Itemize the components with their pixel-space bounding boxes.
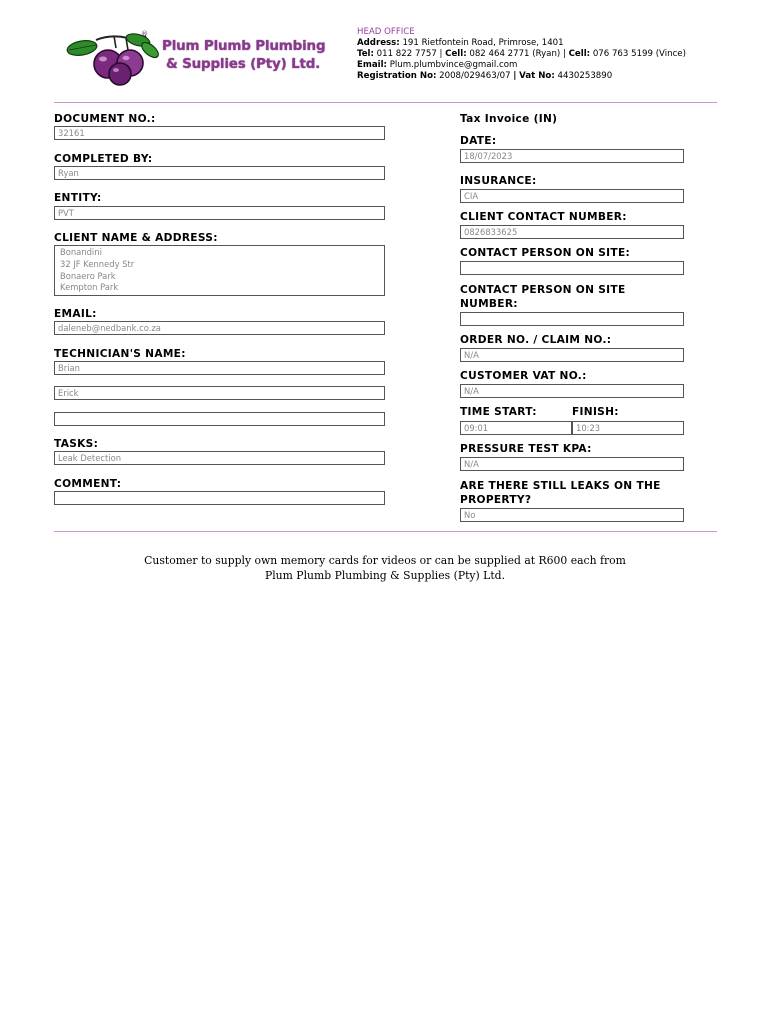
office-registration: 2008/029463/07 xyxy=(439,71,511,81)
date-field[interactable]: 18/07/2023 xyxy=(460,149,684,163)
email-label: EMAIL: xyxy=(54,308,97,320)
contact-person-label: CONTACT PERSON ON SITE: xyxy=(460,247,631,259)
office-tel: 011 822 7757 xyxy=(376,49,437,59)
plum-logo-icon xyxy=(66,30,162,86)
office-cell-ryan: 082 464 2771 (Ryan) xyxy=(469,49,561,59)
pressure-test-label: PRESSURE TEST KPA: xyxy=(460,443,592,455)
office-cell-vince: 076 763 5199 (Vince) xyxy=(592,49,686,59)
contact-person-number-label: CONTACT PERSON ON SITE NUMBER: xyxy=(460,284,626,310)
office-address: 191 Rietfontein Road, Primrose, 1401 xyxy=(402,38,564,48)
tasks-field[interactable]: Leak Detection xyxy=(54,451,385,465)
client-line: Kempton Park xyxy=(60,282,119,293)
client-name-address-field[interactable] xyxy=(54,245,385,296)
comment-label: COMMENT: xyxy=(54,478,122,490)
office-address-line: Address: 191 Rietfontein Road, Primrose, 1401 xyxy=(357,38,564,48)
email-field[interactable]: daleneb@nedbank.co.za xyxy=(54,321,385,335)
client-line: Bonandini xyxy=(60,247,102,257)
document-type: Tax Invoice (IN) xyxy=(460,113,558,125)
technician-field-2[interactable]: Erick xyxy=(54,386,385,400)
entity-field[interactable]: PVT xyxy=(54,206,385,220)
office-vat: 4430253890 xyxy=(557,71,613,81)
entity-label: ENTITY: xyxy=(54,192,102,204)
footer-divider xyxy=(54,531,717,532)
client-name-address-label: CLIENT NAME & ADDRESS: xyxy=(54,232,218,244)
brand-name-line2: & Supplies (Pty) Ltd. xyxy=(166,56,321,72)
customer-vat-field[interactable]: N/A xyxy=(460,384,684,398)
insurance-field[interactable]: CIA xyxy=(460,189,684,203)
completed-by-field[interactable]: Ryan xyxy=(54,166,385,180)
order-claim-field[interactable]: N/A xyxy=(460,348,684,362)
finish-field[interactable]: 10:23 xyxy=(572,421,684,435)
contact-person-number-field[interactable] xyxy=(460,312,684,326)
footer-note xyxy=(80,553,690,583)
client-contact-number-label: CLIENT CONTACT NUMBER: xyxy=(460,211,627,223)
time-start-label: TIME START: xyxy=(460,406,537,418)
client-line: 32 JF Kennedy Str xyxy=(60,258,135,269)
date-label: DATE: xyxy=(460,135,497,147)
header-divider xyxy=(54,102,717,103)
technician-name-label: TECHNICIAN'S NAME: xyxy=(54,348,186,360)
completed-by-label: COMPLETED BY: xyxy=(54,153,153,165)
pressure-test-field[interactable]: N/A xyxy=(460,457,684,471)
office-email: Plum.plumbvince@gmail.com xyxy=(389,60,518,70)
technician-field-3[interactable] xyxy=(54,412,385,426)
brand-name-line1: Plum Plumb Plumbing xyxy=(162,38,326,54)
insurance-label: INSURANCE: xyxy=(460,175,537,187)
still-leaks-field[interactable]: No xyxy=(460,508,684,522)
finish-label: FINISH: xyxy=(572,406,619,418)
client-line: Bonaero Park xyxy=(60,270,116,281)
contact-person-field[interactable] xyxy=(460,261,684,275)
customer-vat-label: CUSTOMER VAT NO.: xyxy=(460,370,587,382)
footer-line-2: Plum Plumb Plumbing & Supplies (Pty) Ltd. xyxy=(264,569,506,582)
registered-mark: ® xyxy=(141,30,148,38)
office-phone-line: Tel: 011 822 7757 | Cell: 082 464 2771 (Ryan) | Cell: 076 763 5199 (Vince) xyxy=(357,49,686,59)
document-no-label: DOCUMENT NO.: xyxy=(54,113,156,125)
footer-line-1: Customer to supply own memory cards for videos or can be supplied at R600 each from xyxy=(144,554,626,567)
comment-field[interactable] xyxy=(54,491,385,505)
office-registration-line: Registration No: 2008/029463/07 | Vat No: 4430253890 xyxy=(357,71,613,81)
head-office-title: HEAD OFFICE xyxy=(357,27,415,37)
company-logo xyxy=(66,30,338,86)
client-contact-number-field[interactable]: 0826833625 xyxy=(460,225,684,239)
technician-field-1[interactable]: Brian xyxy=(54,361,385,375)
head-office-block xyxy=(357,27,686,82)
tasks-label: TASKS: xyxy=(54,438,99,450)
time-start-field[interactable]: 09:01 xyxy=(460,421,572,435)
office-email-line: Email: Plum.plumbvince@gmail.com xyxy=(357,60,518,70)
order-claim-label: ORDER NO. / CLAIM NO.: xyxy=(460,334,612,346)
still-leaks-label: ARE THERE STILL LEAKS ON THE PROPERTY? xyxy=(460,480,661,506)
document-no-field[interactable]: 32161 xyxy=(54,126,385,140)
